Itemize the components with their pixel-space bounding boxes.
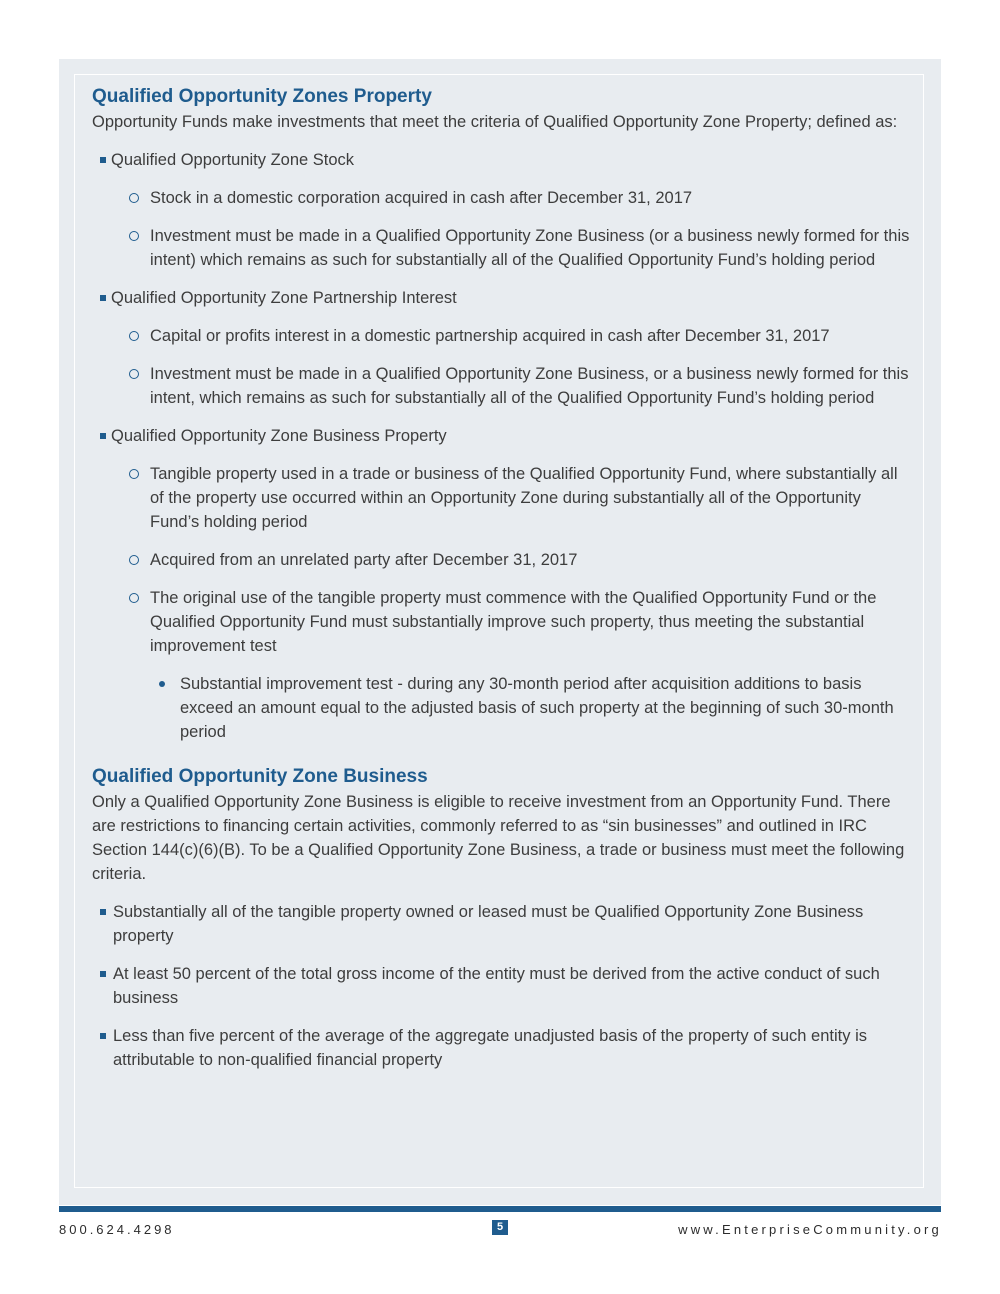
footer-phone: 800.624.4298 bbox=[59, 1222, 175, 1237]
footer-website[interactable]: www.EnterpriseCommunity.org bbox=[678, 1222, 942, 1237]
criteria-item: At least 50 percent of the total gross income of the entity must be derived from the active conduct of such business bbox=[92, 962, 912, 1010]
criteria-item: Substantially all of the tangible property owned or leased must be Qualified Opportunity Zone Business property bbox=[92, 900, 912, 948]
sub-list-item: Investment must be made in a Qualified Opportunity Zone Business (or a business newly formed for this intent) which remains as such for substantially all of the Qualified Opportunity Fund’s holding period bbox=[92, 224, 912, 272]
list-item-stock: Qualified Opportunity Zone Stock bbox=[92, 148, 912, 172]
footer-bar bbox=[59, 1206, 941, 1212]
sub-sub-list-item: Substantial improvement test - during any 30-month period after acquisition additions to basis exceed an amount equal to the adjusted basis of such property at the beginning of such 30-month period bbox=[92, 672, 912, 744]
section-intro-property: Opportunity Funds make investments that meet the criteria of Qualified Opportunity Zone Property; defined as: bbox=[92, 113, 898, 131]
sub-list-item: Capital or profits interest in a domestic partnership acquired in cash after December 31, 2017 bbox=[92, 324, 912, 348]
page-number: 5 bbox=[492, 1220, 508, 1235]
section-intro-business: Only a Qualified Opportunity Zone Business is eligible to receive investment from an Opportunity Fund. There are restrictions to financing certain activities, commonly referred to as “sin businesses” and outlined in IRC Section 144(c)(6)(B). To be a Qualified Opportunity Zone Business, a trade or business must meet the following criteria. bbox=[92, 793, 905, 883]
list-item-partnership: Qualified Opportunity Zone Partnership Interest bbox=[92, 286, 912, 310]
sub-list-item: The original use of the tangible property must commence with the Qualified Opportunity Fund or the Qualified Opportunity Fund must substantially improve such property, thus meeting the substantial improvement test bbox=[92, 586, 912, 658]
section-heading-property: Qualified Opportunity Zones Property bbox=[92, 86, 432, 107]
sub-list-item: Stock in a domestic corporation acquired in cash after December 31, 2017 bbox=[92, 186, 912, 210]
sub-list-item: Acquired from an unrelated party after December 31, 2017 bbox=[92, 548, 912, 572]
criteria-item: Less than five percent of the average of the aggregate unadjusted basis of the property of such entity is attributable to non-qualified financial property bbox=[92, 1024, 912, 1072]
document-content bbox=[92, 84, 912, 1072]
sub-list-item: Investment must be made in a Qualified Opportunity Zone Business, or a business newly formed for this intent, which remains as such for substantially all of the Qualified Opportunity Fund’s holding period bbox=[92, 362, 912, 410]
list-item-business-property: Qualified Opportunity Zone Business Property bbox=[92, 424, 912, 448]
section-heading-business: Qualified Opportunity Zone Business bbox=[92, 766, 428, 787]
sub-list-item: Tangible property used in a trade or business of the Qualified Opportunity Fund, where substantially all of the property use occurred within an Opportunity Zone during substantially all of the Opportunity Fund’s holding period bbox=[92, 462, 912, 534]
